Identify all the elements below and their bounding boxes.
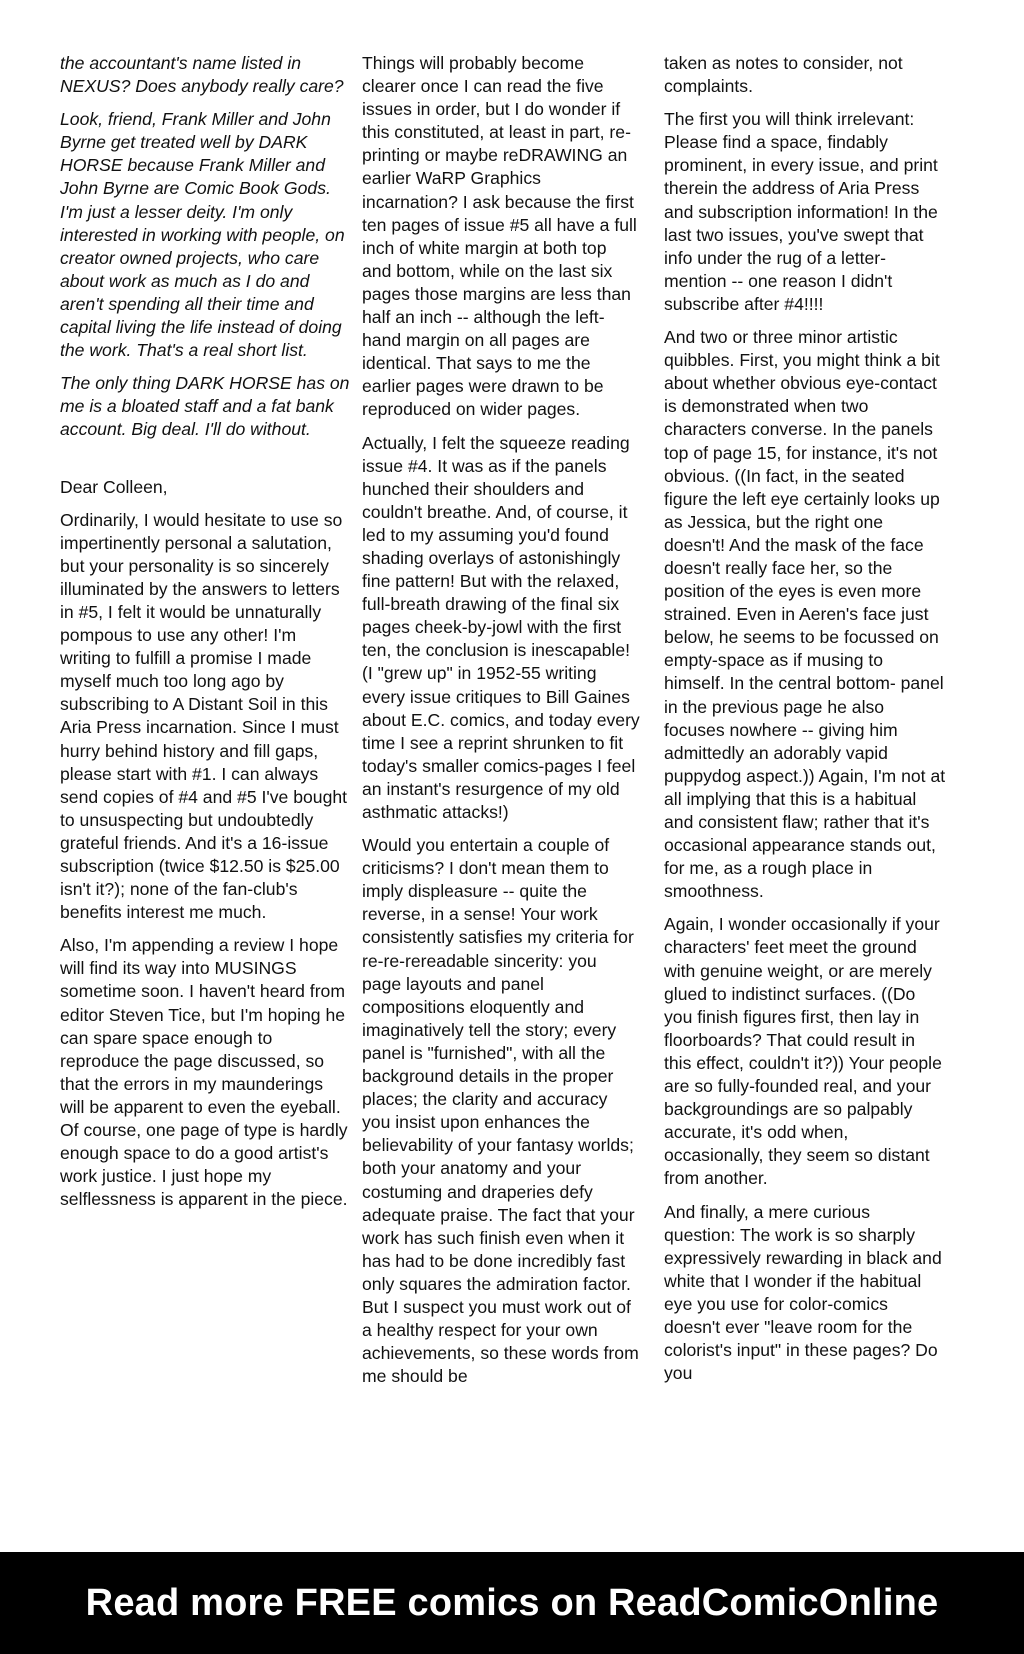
editor-reply-paragraph: The only thing DARK HORSE has on me is a bloated staff and a fat bank account. Big deal. I'll do without. <box>60 373 350 440</box>
promo-banner-link[interactable]: Read more FREE comics on ReadComicOnline <box>85 1581 939 1624</box>
letter-salutation: Dear Colleen, <box>60 476 168 497</box>
letter-paragraph: The first you will think irrelevant: Please find a space, findably prominent, in every issue, and print therein the address of Aria Press and subscription information! In the last two issues, you've swept that info under the rug of a letter-mention -- one reason I didn't subscribe after #4!!!! <box>664 109 938 314</box>
text-column-left <box>60 52 350 1221</box>
letter-paragraph: Actually, I felt the squeeze reading issue #4. It was as if the panels hunched their shoulders and couldn't breathe. And, of course, it led to my assuming you'd found shading overlays of astonishingly fine pattern! But with the relaxed, full-breath drawing of the final six pages cheek-by-jowl with the first ten, the conclusion is inescapable! (I "grew up" in 1952-55 writing every issue critiques to Bill Gaines about E.C. comics, and today every time I see a reprint shrunken to fit today's smaller comics-pages I feel an instant's resurgence of my old asthmatic attacks!) <box>362 432 640 822</box>
letter-paragraph: And two or three minor artistic quibbles. First, you might think a bit about whether obvious eye-contact is demonstrated when two characters converse. In the panels top of page 15, for instance, it's not obvious. ((In fact, in the seated figure the left eye certainly looks up as Jessica, but the right one doesn't! And the mask of the face doesn't really face her, so the position of the eyes is even more strained. Even in Aeren's face just below, he seems to be focussed on empty-space as if musing to himself. In the central bottom- panel in the previous page he also focuses nowhere -- giving him admittedly an adorably vapid puppydog aspect.)) Again, I'm not at all implying that this is a habitual and consistent flaw; rather that it's occasional appearance stands out, for me, as a rough place in smoothness. <box>664 327 946 902</box>
letter-paragraph: Ordinarily, I would hesitate to use so impertinently personal a salutation, but your personality is so sincerely illuminated by the answers to letters in #5, I felt it would be unnaturally pompous to use any other! I'm writing to fulfill a promise I made myself much too long ago by subscribing to A Distant Soil in this Aria Press incarnation. Since I must hurry behind history and fill gaps, please start with #1. I can always send copies of #4 and #5 I've bought to unsuspecting but undoubtedly grateful friends. And it's a 16-issue subscription (twice $12.50 is $25.00 isn't it?); none of the fan-club's benefits interest me much. <box>60 509 348 923</box>
text-column-middle <box>362 52 640 1398</box>
letter-paragraph: Also, I'm appending a review I hope will find its way into MUSINGS sometime soon. I haven't heard from editor Steven Tice, but I'm hoping he can spare space enough to reproduce the page discussed, so that the errors in my maunderings will be apparent to even the eyeball. Of course, one page of type is hardly enough space to do a good artist's work justice. I just hope my selflessness is apparent in the piece. <box>60 935 348 1210</box>
promo-banner <box>0 1552 1024 1654</box>
letter-paragraph: Would you entertain a couple of criticisms? I don't mean them to imply displeasure -- quite the reverse, in a sense! Your work consistently satisfies my criteria for re-re-rereadable sincerity: you page layouts and panel compositions eloquently and imaginatively tell the story; every panel is "furnished", with all the background details in the proper places; the clarity and accuracy you insist upon enhances the believability of your fantasy worlds; both your anatomy and your costuming and draperies defy adequate praise. The fact that your work has such finish even when it has had to be done incredibly fast only squares the admiration factor. But I suspect you must work out of a healthy respect for your own achievements, so these words from me should be <box>362 835 639 1387</box>
editor-reply-paragraph: Look, friend, Frank Miller and John Byrne get treated well by DARK HORSE because Frank Miller and John Byrne are Comic Book Gods. I'm just a lesser deity. I'm only interested in working with people, on creator owned projects, who care about work as much as I do and aren't spending all their time and capital living the life instead of doing the work. That's a real short list. <box>60 109 345 361</box>
letter-paragraph: taken as notes to consider, not complaints. <box>664 53 903 97</box>
text-column-right <box>664 52 946 1395</box>
letter-paragraph: And finally, a mere curious question: The work is so sharply expressively rewarding in black and white that I wonder if the habitual eye you use for color-comics doesn't ever "leave room for the colorist's input" in these pages? Do you <box>664 1201 942 1384</box>
editor-reply-paragraph: the accountant's name listed in NEXUS? Does anybody really care? <box>60 53 344 97</box>
letter-paragraph: Things will probably become clearer once I can read the five issues in order, but I do wonder if this constituted, at least in part, re-printing or maybe reDRAWING an earlier WaRP Graphics incarnation? I ask because the first ten pages of issue #5 all have a full inch of white margin at both top and bottom, while on the last six pages those margins are less than half an inch -- although the left-hand margin on all pages are identical. That says to me the earlier pages were drawn to be reproduced on wider pages. <box>362 53 637 420</box>
letter-paragraph: Again, I wonder occasionally if your characters' feet meet the ground with genuine weight, or are merely glued to indistinct surfaces. ((Do you finish figures first, then lay in floorboards? That could result in this effect, couldn't it?)) Your people are so fully-founded real, and your backgroundings are so palpably accurate, it's odd when, occasionally, they seem so distant from another. <box>664 914 942 1189</box>
